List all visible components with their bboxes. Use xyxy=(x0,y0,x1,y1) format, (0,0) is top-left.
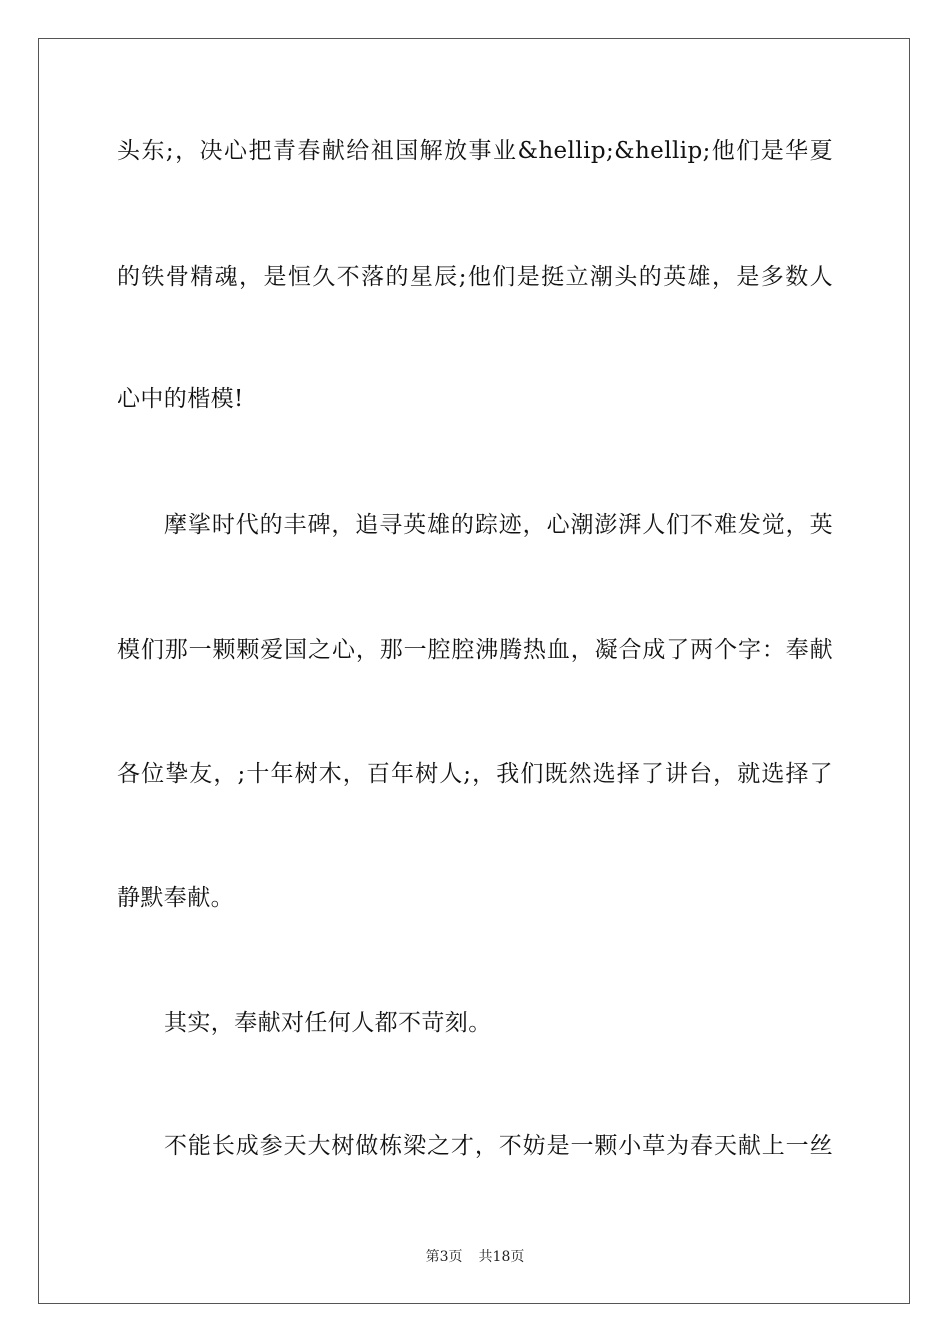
paragraph-first-line: 摩挲时代的丰碑，追寻英雄的踪迹，心潮澎湃人们不难发觉，英 xyxy=(164,512,833,538)
paragraph-first-line: 其实，奉献对任何人都不苛刻。 xyxy=(164,1010,492,1036)
body-text-line: 各位挚友，;十年树木，百年树人;，我们既然选择了讲台，就选择了 xyxy=(117,761,833,787)
paragraph-first-line: 不能长成参天大树做栋梁之才，不妨是一颗小草为春天献上一丝 xyxy=(164,1133,833,1159)
body-text-line: 心中的楷模! xyxy=(117,386,244,412)
page-border xyxy=(38,38,910,1304)
body-text-line: 模们那一颗颗爱国之心，那一腔腔沸腾热血，凝合成了两个字：奉献 xyxy=(117,637,833,663)
page-total: 共18页 xyxy=(478,1249,525,1265)
page-number: 第3页 xyxy=(425,1249,463,1265)
page-footer xyxy=(0,1248,950,1266)
body-text-line: 静默奉献。 xyxy=(117,885,234,911)
body-text-line: 头东;，决心把青春献给祖国解放事业&hellip;&hellip;他们是华夏 xyxy=(117,138,833,164)
body-text-line: 的铁骨精魂，是恒久不落的星辰;他们是挺立潮头的英雄，是多数人 xyxy=(117,264,833,290)
